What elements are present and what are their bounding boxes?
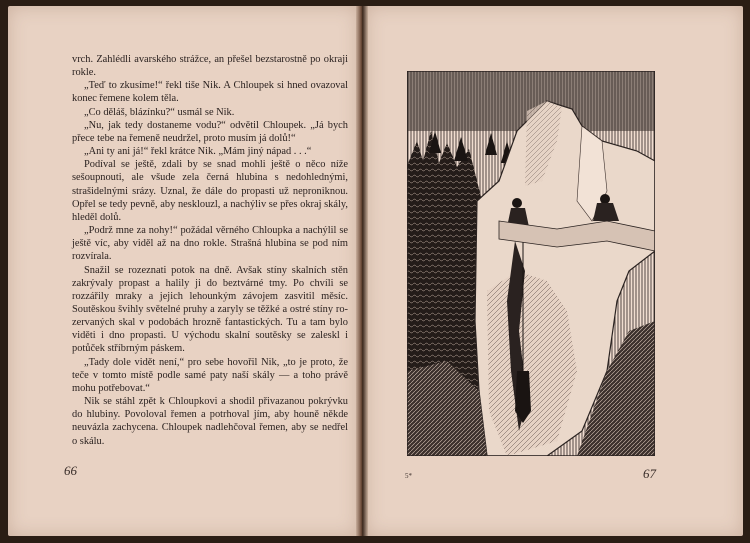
paragraph: „Tady dole vidět není,“ pro sebe hovořil Nik, „to je proto, že teče v tomto místě podle samé paty naší skály — a toho právě mohu potřebovat.“ (72, 356, 348, 394)
paragraph: Podíval se ještě, zdali by se snad mohli ještě o něco níže sešoupnouti, ale všude zela černá hlubina s nedohlednými, strašidelnými srázy. Uznal, že dále do propasti už neproniknou. Opřel se tedy pevně, aby nesklouzl, a nachýliv se přes okraj skály, hleděl dolů. (72, 159, 348, 223)
signature-mark: 5* (405, 472, 412, 480)
paragraph: Nik se stáhl zpět k Chloupkovi a shodil přivazanou pokrývku do hlubiny. Povoloval řemen a potrhoval jím, aby houně někde neuvázla zachycena. Chloupek nadlehčoval řemen, aby se nedřel o skálu. (72, 396, 348, 447)
body-text (72, 53, 348, 448)
ravine-illustration (407, 71, 655, 456)
paragraph: „Nu, jak tedy dostaneme vodu?“ odvětil Chloupek. „Já bych přece tebe na řemeně neudržel, proto musím já dolů!“ (72, 119, 348, 144)
paragraph: „Ani ty ani já!“ řekl krátce Nik. „Mám jiný nápad . . .“ (84, 146, 312, 158)
paragraph: „Podrž mne za nohy!“ požádal věrného Chloupka a nachýlil se ještě víc, aby viděl až na dno rokle. Strašná hlubina se pod ním rozvírala. (72, 225, 348, 263)
paragraph: „Teď to zkusíme!“ řekl tiše Nik. A Chloupek si hned ovazoval konec řemene kolem těla. (72, 80, 348, 105)
book-gutter (356, 6, 368, 536)
page-number-left: 66 (64, 463, 77, 478)
paragraph: vrch. Zahlédli avarského strážce, an přešel bezstarostně po okraji rokle. (72, 54, 348, 79)
page-number-right: 67 (643, 466, 656, 481)
paragraph: Snažil se rozeznati potok na dně. Avšak stíny skalních stěn zakrývaly propast a halily ji do beztvárné tmy. Po chvíli se rozzářily mraky a jejich lehounkým závojem zasvitil měsíc. Soutěskou švihly světelné pruhy a zaryly se těžké a ostré stíny rozervaných skal v podobách hrozně fantastických. Tu a tam bylo viděti i dno propasti. U východu skalní soutěsky se zaleskl i potůček stříbrným páskem. (72, 264, 348, 355)
illustration-plate (407, 71, 655, 456)
paragraph: „Co děláš, blázínku?“ usmál se Nik. (84, 106, 235, 118)
